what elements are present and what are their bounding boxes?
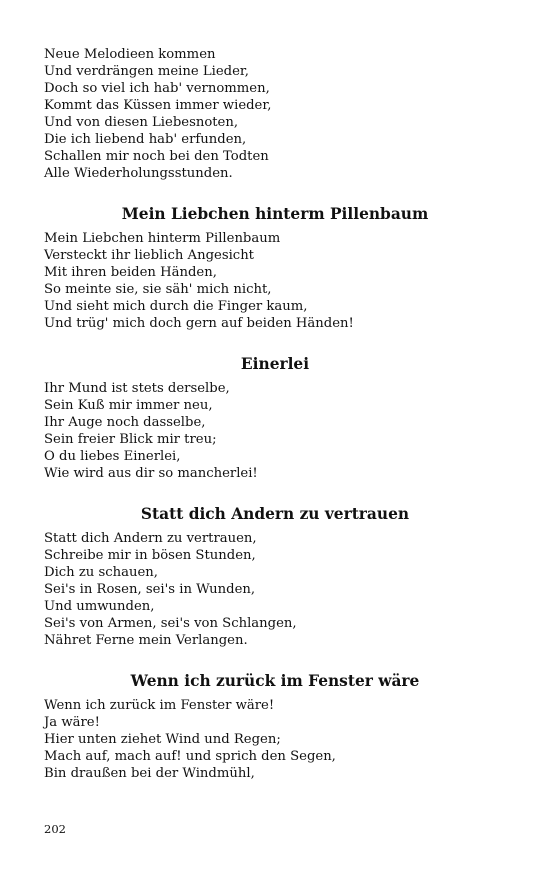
poem-line: Mit ihren beiden Händen, bbox=[44, 265, 217, 280]
poem-line: Und sieht mich durch die Finger kaum, bbox=[44, 299, 308, 314]
poem-line: Sein freier Blick mir treu; bbox=[44, 432, 217, 447]
poem-line: Doch so viel ich hab' vernommen, bbox=[44, 81, 270, 96]
poem-line: Schallen mir noch bei den Todten bbox=[44, 149, 269, 164]
poem-line: Sei's von Armen, sei's von Schlangen, bbox=[44, 616, 297, 631]
poem-line: Bin draußen bei der Windmühl, bbox=[44, 766, 255, 781]
poem-5-stanza bbox=[44, 697, 506, 782]
poem-line: Mach auf, mach auf! und sprich den Segen, bbox=[44, 749, 336, 764]
poem-2-stanza bbox=[44, 230, 506, 332]
poem-3-stanza bbox=[44, 380, 506, 482]
poem-title: Statt dich Andern zu vertrauen bbox=[140, 505, 410, 523]
poem-line: Dich zu schauen, bbox=[44, 565, 158, 580]
poem-line: Schreibe mir in bösen Stunden, bbox=[44, 548, 256, 563]
book-page bbox=[44, 46, 506, 782]
poem-line: Ihr Auge noch dasselbe, bbox=[44, 415, 206, 430]
poem-line: Und trüg' mich doch gern auf beiden Händen! bbox=[44, 316, 354, 331]
poem-line: Die ich liebend hab' erfunden, bbox=[44, 132, 247, 147]
poem-line: Versteckt ihr lieblich Angesicht bbox=[44, 248, 254, 263]
page-number: 202 bbox=[44, 822, 66, 836]
poem-line: Wie wird aus dir so mancherlei! bbox=[44, 466, 258, 481]
poem-line: Und verdrängen meine Lieder, bbox=[44, 64, 249, 79]
poem-line: Nähret Ferne mein Verlangen. bbox=[44, 633, 248, 648]
poem-title: Einerlei bbox=[240, 355, 310, 373]
poem-1-stanza bbox=[44, 46, 506, 182]
poem-line: Statt dich Andern zu vertrauen, bbox=[44, 531, 257, 546]
poem-line: Wenn ich zurück im Fenster wäre! bbox=[44, 698, 275, 713]
poem-line: So meinte sie, sie säh' mich nicht, bbox=[44, 282, 272, 297]
poem-line: Hier unten ziehet Wind und Regen; bbox=[44, 732, 281, 747]
poem-title: Mein Liebchen hinterm Pillenbaum bbox=[121, 205, 429, 223]
poem-line: Ja wäre! bbox=[44, 715, 100, 730]
poem-line: Mein Liebchen hinterm Pillenbaum bbox=[44, 231, 281, 246]
poem-line: Kommt das Küssen immer wieder, bbox=[44, 98, 272, 113]
poem-line: Ihr Mund ist stets derselbe, bbox=[44, 381, 230, 396]
poem-line: Sein Kuß mir immer neu, bbox=[44, 398, 213, 413]
poem-line: Und von diesen Liebesnoten, bbox=[44, 115, 239, 130]
poem-4-stanza bbox=[44, 530, 506, 649]
poem-line: Sei's in Rosen, sei's in Wunden, bbox=[44, 582, 256, 597]
poem-line: Neue Melodieen kommen bbox=[44, 47, 216, 62]
poem-line: O du liebes Einerlei, bbox=[44, 449, 181, 464]
poem-line: Alle Wiederholungsstunden. bbox=[44, 166, 233, 181]
poem-title: Wenn ich zurück im Fenster wäre bbox=[130, 672, 420, 690]
poem-line: Und umwunden, bbox=[44, 599, 155, 614]
